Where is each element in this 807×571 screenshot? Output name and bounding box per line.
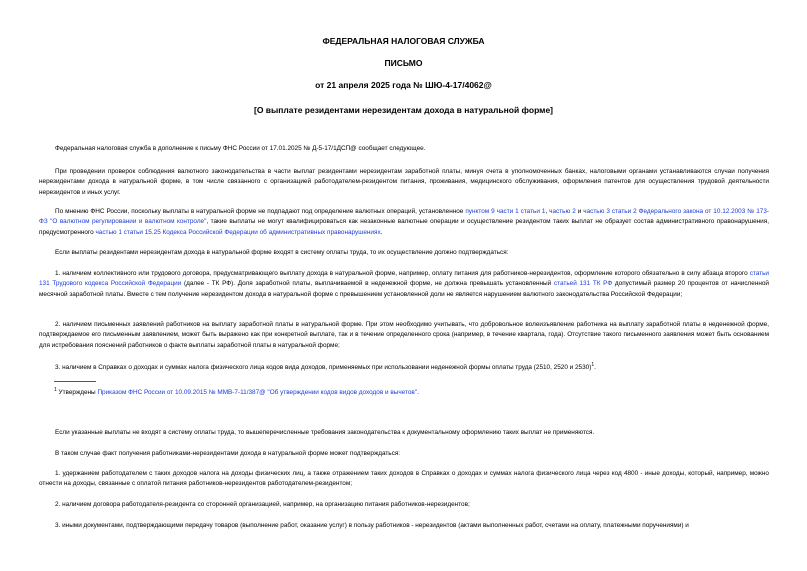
paragraph-1: Федеральная налоговая служба в дополнение к письму ФНС России от 17.01.2025 № Д-5-17/1ДСП@ сообщает следующее. [55, 145, 426, 152]
link-law-2[interactable]: частью 2 [549, 208, 576, 215]
link-order-fns[interactable]: Приказом ФНС России от 10.09.2015 № ММВ-7-11/387@ "Об утверждении кодов видов доходов и вычетов" [97, 389, 418, 397]
paragraph-4: Если выплаты резидентами нерезидентам дохода в натуральной форме входят в систему оплаты труда, то их осуществление должно подтверждаться: [55, 249, 509, 256]
paragraph-7: 3. наличием в Справках о доходах и суммах налога физического лица кодов вида доходов, применяемых при использовании неденежной формы оплаты труда (2510, 2520 и 2530)$^1$. [55, 362, 596, 372]
document-type: ПИСЬМО [384, 58, 423, 68]
document-date-number: от 21 апреля 2025 года № ШЮ-4-17/4062@ [315, 80, 492, 90]
paragraph-9: В таком случае факт получения работниками-нерезидентами дохода в натуральной форме может подтверждаться: [55, 450, 401, 457]
paragraph-6: 2. наличием письменных заявлений работников на выплату заработной платы в натуральной форме. При этом необходимо учитывать, что добровольное волеизъявление работника на выплату заработной платы в неденежной форме, подтверждаемое его письменным заявлением, может быть выражено как при конкретной выплате, так и в течение определенного срока (например, в течение квартала, года). Отсутствие такого письменного заявления может быть основанием для истребования пояснений работников о факте выплаты заработной платы в натуральной форме; [39, 321, 769, 349]
paragraph-10: 1. удержанием работодателем с таких доходов налога на доходы физических лиц, а также отражением таких доходов в Справках о доходах и суммах налога физического лица через код 4800 - иные доходы, который, например, можно отнести на доходы, связанные с оплатой питания работников-нерезидентов работодателем-резидентом; [39, 470, 769, 488]
paragraph-2: При проведении проверок соблюдения валютного законодательства в части выплат резидентами нерезидентам заработной платы, минуя счета в уполномоченных банках, налоговыми органами устанавливаются случаи получения нерезидентами дохода в натуральной форме, в том числе связанного с организацией работодателем-резидентом питания, проживания, медицинского обслуживания, оформления патентов для осуществления трудовой деятельности нерезидентов и иных услуг. [39, 168, 769, 196]
paragraph-12: 3. иными документами, подтверждающими передачу товаров (выполнение работ, оказание услуг) в пользу работников - нерезидентов (актами выполненных работ, счетами на оплату, платежными поручениями) и [55, 522, 689, 529]
link-law-1[interactable]: пунктом 9 части 1 статьи 1 [465, 208, 546, 215]
footnote-divider [54, 381, 96, 382]
paragraph-5: 1. наличием коллективного или трудового договора, предусматривающего выплату дохода в натуральной форме, например, оплату питания для работников-нерезидентов, оформление которого обязательно в силу абзаца второго статьи 131 Трудового кодекса Российской Федерации (далее - ТК РФ). Доля заработной платы, выплачиваемой в неденежной форме, не должна превышать установленный статьей 131 ТК РФ допустимый размер 20 процентов от начисленной месячной заработной платы. Вместе с тем получение нерезидентом дохода в натуральной форме с превышением установленной доли не является нарушением валютного законодательства Российской Федерации; [39, 270, 770, 298]
document-title: [О выплате резидентами нерезидентам дохода в натуральной форме] [253, 105, 553, 115]
agency-name: ФЕДЕРАЛЬНАЯ НАЛОГОВАЯ СЛУЖБА [322, 36, 485, 46]
link-tk-131-short[interactable]: статьей 131 ТК РФ [553, 280, 613, 288]
footnote-mark[interactable]: 1 [591, 362, 595, 368]
footnote: $^1$ Утверждены Приказом ФНС России от 10.09.2015 № ММВ-7-11/387@ "Об утверждении кодов видов доходов и вычетов". [54, 387, 419, 397]
link-koap[interactable]: частью 1 статьи 15.25 Кодекса Российской Федерации об административных правонарушениях [95, 228, 381, 236]
paragraph-3: По мнению ФНС России, поскольку выплаты в натуральной форме не подпадают под определение валютных операций, установленное пунктом 9 части 1 статьи 1, частью 2 и частью 3 статьи 2 Федерального закона от 10.12.2003 № 173-ФЗ "О валютном регулировании и валютном контроле", такие выплаты не могут квалифицироваться как незаконные валютные операции и осуществление резидентом таких выплат не образует состав административного правонарушения, предусмотренного частью 1 статьи 15.25 Кодекса Российской Федерации об административных правонарушениях. [39, 208, 769, 236]
paragraph-11: 2. наличием договора работодателя-резидента со сторонней организацией, например, на организацию питания работников-нерезидентов; [55, 501, 470, 508]
paragraph-8: Если указанные выплаты не входят в систему оплаты труда, то вышеперечисленные требования законодательства к документальному оформлению таких выплат не применяются. [55, 429, 595, 436]
link-law-3[interactable]: частью 3 статьи 2 Федерального закона от 10.12.2003 № 173-ФЗ "О валютном регулировании и валютном контроле" [39, 208, 769, 226]
link-tk-131[interactable]: статьи 131 Трудового кодекса Российской Федерации [39, 270, 769, 288]
